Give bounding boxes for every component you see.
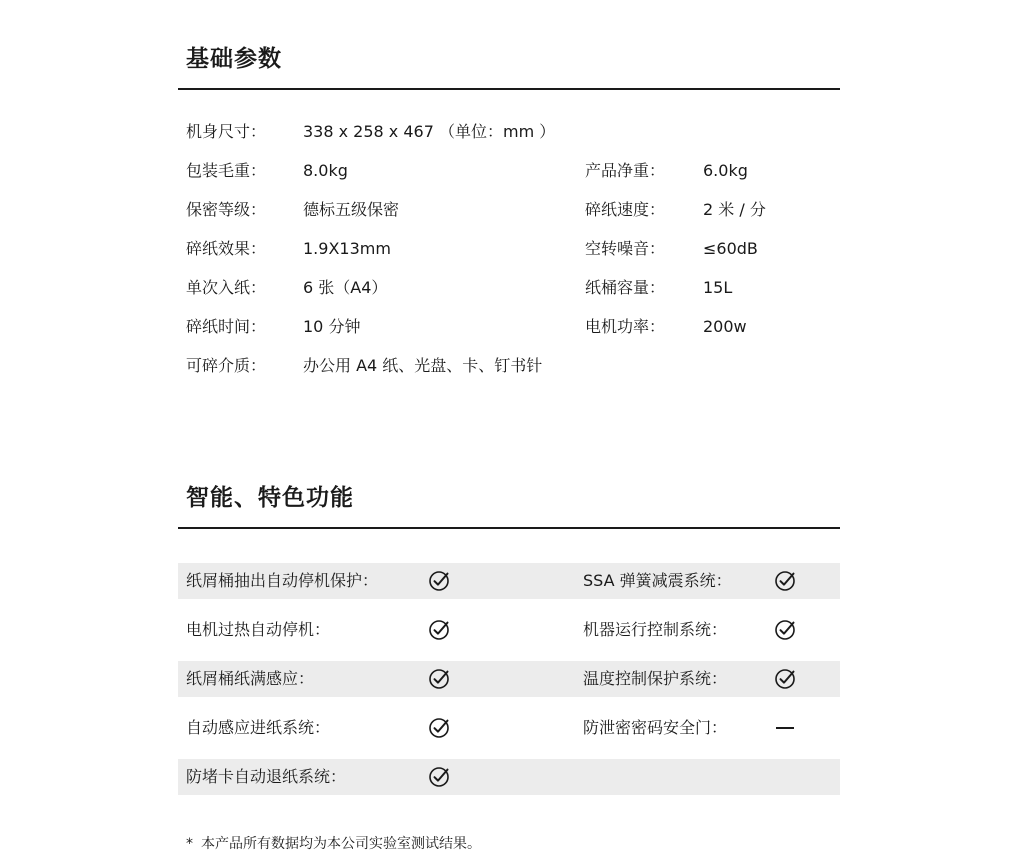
spec-label: 机身尺寸： [186,122,267,141]
check-circle-icon [428,661,450,690]
check-circle-icon [774,612,796,641]
feature-label: 防堵卡自动退纸系统： [186,767,347,786]
dash-icon [774,710,794,729]
spec-label: 产品净重： [585,161,666,180]
spec-value: 6 张（A4） [303,278,388,297]
spec-row [186,119,846,145]
spec-row [186,353,846,379]
spec-label: 碎纸时间： [186,317,267,336]
spec-row [186,158,846,184]
spec-value: 200w [703,317,747,336]
feature-label: 自动感应进纸系统： [186,718,331,737]
check-circle-icon [774,563,796,592]
spec-value: 2 米 / 分 [703,200,766,219]
spec-row [186,275,846,301]
spec-value: 德标五级保密 [303,200,400,219]
spec-row [186,236,846,262]
footnote [186,834,481,854]
feature-row [178,661,840,697]
spec-row [186,197,846,223]
feature-label: 机器运行控制系统： [583,620,728,639]
footnote-asterisk: * [186,836,193,852]
spec-value: 办公用 A4 纸、光盘、卡、钉书针 [303,356,543,375]
feature-label: 防泄密密码安全门： [583,718,728,737]
basic-params-divider [178,88,840,90]
features-divider [178,527,840,529]
spec-label: 单次入纸： [186,278,267,297]
feature-label: 电机过热自动停机： [186,620,331,639]
spec-value: 15L [703,278,733,297]
spec-value: 1.9X13mm [303,239,391,258]
spec-label: 碎纸速度： [585,200,666,219]
feature-row [178,710,840,746]
spec-label: 保密等级： [186,200,267,219]
spec-value: 8.0kg [303,161,348,180]
spec-label: 空转噪音： [585,239,666,258]
feature-row [178,563,840,599]
check-circle-icon [428,759,450,788]
feature-label: 温度控制保护系统： [583,669,728,688]
spec-label: 纸桶容量： [585,278,666,297]
check-circle-icon [428,710,450,739]
check-circle-icon [428,563,450,592]
basic-params-title: 基础参数 [186,46,282,72]
spec-value: 10 分钟 [303,317,361,336]
spec-value: ≤60dB [703,239,758,258]
footnote-text: 本产品所有数据均为本公司实验室测试结果。 [201,836,481,852]
features-title: 智能、特色功能 [186,485,354,511]
check-circle-icon [428,612,450,641]
spec-label: 电机功率： [585,317,666,336]
spec-label: 包装毛重： [186,161,267,180]
feature-label: 纸屑桶抽出自动停机保护： [186,571,379,590]
feature-row [178,759,840,795]
spec-label: 可碎介质： [186,356,267,375]
feature-row [178,612,840,648]
check-circle-icon [774,661,796,690]
spec-value: 6.0kg [703,161,748,180]
spec-row [186,314,846,340]
feature-label: 纸屑桶纸满感应： [186,669,315,688]
spec-value: 338 x 258 x 467 （单位：mm ） [303,122,556,141]
feature-label: SSA 弹簧减震系统： [583,571,732,590]
spec-label: 碎纸效果： [186,239,267,258]
